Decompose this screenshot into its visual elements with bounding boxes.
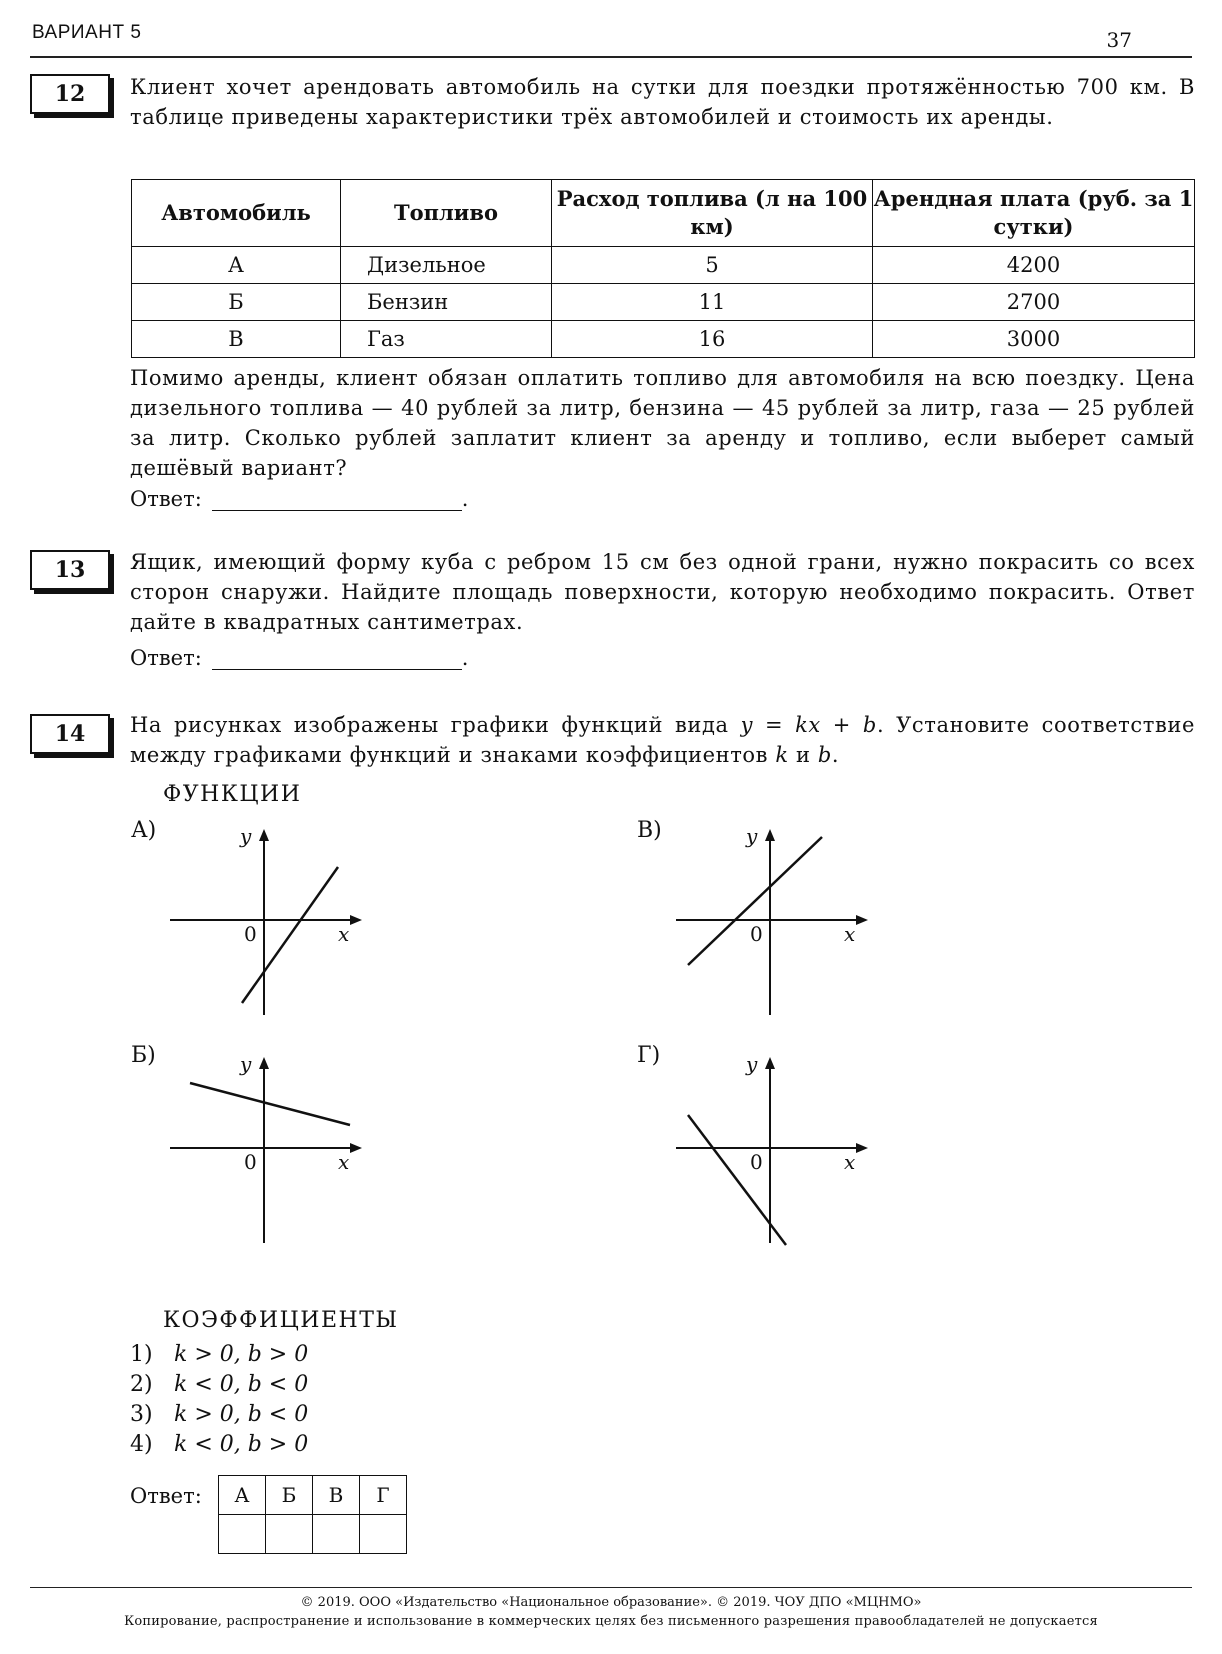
table-header-cell: Арендная плата (руб. за 1 сутки) [873, 180, 1195, 247]
y-axis-label: y [240, 1052, 252, 1076]
coefficient-number: 3) [130, 1402, 153, 1427]
answer-line[interactable] [212, 647, 462, 670]
problem-12-answer: Ответ: . [130, 487, 469, 511]
table-header-cell: Автомобиль [132, 180, 341, 247]
table-cell: Бензин [341, 284, 552, 321]
x-axis-label: x [844, 922, 856, 946]
table-row [132, 247, 1195, 284]
x-axis-label: x [844, 1150, 856, 1174]
table-cell: А [132, 247, 341, 284]
header-rule [30, 56, 1192, 58]
text-part: На рисунках изображены графики функций вида [130, 713, 741, 737]
table-cell: 3000 [873, 321, 1195, 358]
page-number: 37 [1106, 28, 1132, 52]
text-part: . Установите соответствие между графиками функций и знаками коэффициентов [130, 713, 1195, 767]
table-header-cell: Топливо [341, 180, 552, 247]
coefficient-text: k < 0, b > 0 [174, 1432, 309, 1457]
graph-label-v: В) [637, 818, 662, 843]
y-axis-label: y [746, 824, 758, 848]
origin-label: 0 [750, 922, 763, 946]
origin-label: 0 [244, 1150, 257, 1174]
table-cell: 4200 [873, 247, 1195, 284]
text-part: . [831, 743, 840, 767]
table-cell: В [132, 321, 341, 358]
table-header-row [132, 180, 1195, 247]
graph-label-g: Г) [637, 1043, 661, 1068]
graph-b [170, 1053, 380, 1253]
table-cell: Газ [341, 321, 552, 358]
coefficient-text: k > 0, b < 0 [174, 1402, 309, 1427]
table-row [132, 284, 1195, 321]
answer-input-row [219, 1515, 407, 1554]
problem-12-question: Помимо аренды, клиент обязан оплатить топливо для автомобиля на всю поездку. Цена дизельного топлива — 40 рублей за литр, бензина — 45 рублей за литр, газа — 25 рублей за литр. Сколько рублей заплатит клиент за аренду и топливо, если выберет самый дешёвый вариант? [130, 366, 1195, 480]
table-cell: Дизельное [341, 247, 552, 284]
answer-col-b: Б [266, 1476, 313, 1515]
coefficient-number: 4) [130, 1432, 153, 1457]
y-axis-label: y [746, 1052, 758, 1076]
problem-14-text [130, 710, 1195, 770]
problem-14-answer-label: Ответ: [130, 1484, 202, 1508]
table-row [132, 321, 1195, 358]
problem-13-text: Ящик, имеющий форму куба с ребром 15 см без одной грани, нужно покрасить со всех сторон снаружи. Найдите площадь поверхности, которую необходимо покрасить. Ответ дайте в квадратных сантиметрах. [130, 550, 1195, 634]
text-part: и [788, 743, 818, 767]
table-header-cell: Расход топлива (л на 100 км) [552, 180, 873, 247]
answer-header-row [219, 1476, 407, 1515]
coefficient-item [130, 1402, 308, 1427]
table-cell: Б [132, 284, 341, 321]
line-g [688, 1115, 786, 1245]
x-axis-label: x [338, 1150, 350, 1174]
answer-col-g: Г [360, 1476, 407, 1515]
graph-label-b: Б) [131, 1043, 156, 1068]
formula: y = kx + b [740, 713, 877, 737]
answer-cell-v[interactable] [313, 1515, 360, 1554]
coefficient-item [130, 1342, 308, 1367]
answer-line[interactable] [212, 488, 462, 511]
coefficient-text: k < 0, b < 0 [174, 1372, 309, 1397]
var-b: b [817, 743, 832, 767]
answer-label: Ответ: [130, 487, 202, 511]
graph-v [676, 825, 886, 1025]
answer-col-v: В [313, 1476, 360, 1515]
problem-14-number: 14 [30, 714, 110, 754]
problem-12-number: 12 [30, 74, 110, 114]
graph-a [170, 825, 380, 1025]
problem-13-number: 13 [30, 550, 110, 590]
footer-copyright: © 2019. ООО «Издательство «Национальное образование». © 2019. ЧОУ ДПО «МЦНМО» [300, 1595, 922, 1610]
coefficient-text: k > 0, b > 0 [174, 1342, 309, 1367]
answer-label: Ответ: [130, 646, 202, 670]
answer-cell-a[interactable] [219, 1515, 266, 1554]
coefficient-number: 1) [130, 1342, 153, 1367]
coefficient-item [130, 1372, 308, 1397]
origin-label: 0 [750, 1150, 763, 1174]
table-cell: 2700 [873, 284, 1195, 321]
answer-col-a: А [219, 1476, 266, 1515]
y-axis-label: y [240, 824, 252, 848]
table-cell: 5 [552, 247, 873, 284]
graph-g [676, 1053, 886, 1253]
answer-cell-g[interactable] [360, 1515, 407, 1554]
coefficient-item [130, 1432, 308, 1457]
coefficients-heading: КОЭФФИЦИЕНТЫ [163, 1308, 399, 1333]
var-k: k [775, 743, 789, 767]
answer-grid [218, 1475, 407, 1554]
line-b [190, 1083, 350, 1125]
coefficient-number: 2) [130, 1372, 153, 1397]
footer-notice: Копирование, распространение и использование в коммерческих целях без письменного разрешения правообладателей не допускается [124, 1614, 1098, 1629]
problem-13-answer: Ответ: . [130, 646, 469, 670]
functions-heading: ФУНКЦИИ [163, 782, 302, 807]
x-axis-label: x [338, 922, 350, 946]
origin-label: 0 [244, 922, 257, 946]
answer-cell-b[interactable] [266, 1515, 313, 1554]
table-cell: 16 [552, 321, 873, 358]
problem-12-intro: Клиент хочет арендовать автомобиль на сутки для поездки протяжённостью 700 км. В таблице приведены характеристики трёх автомобилей и стоимость их аренды. [130, 75, 1195, 129]
footer-rule [30, 1587, 1192, 1588]
variant-label: ВАРИАНТ 5 [32, 22, 142, 43]
table-cell: 11 [552, 284, 873, 321]
graph-label-a: А) [131, 818, 157, 843]
cars-table [131, 179, 1195, 358]
